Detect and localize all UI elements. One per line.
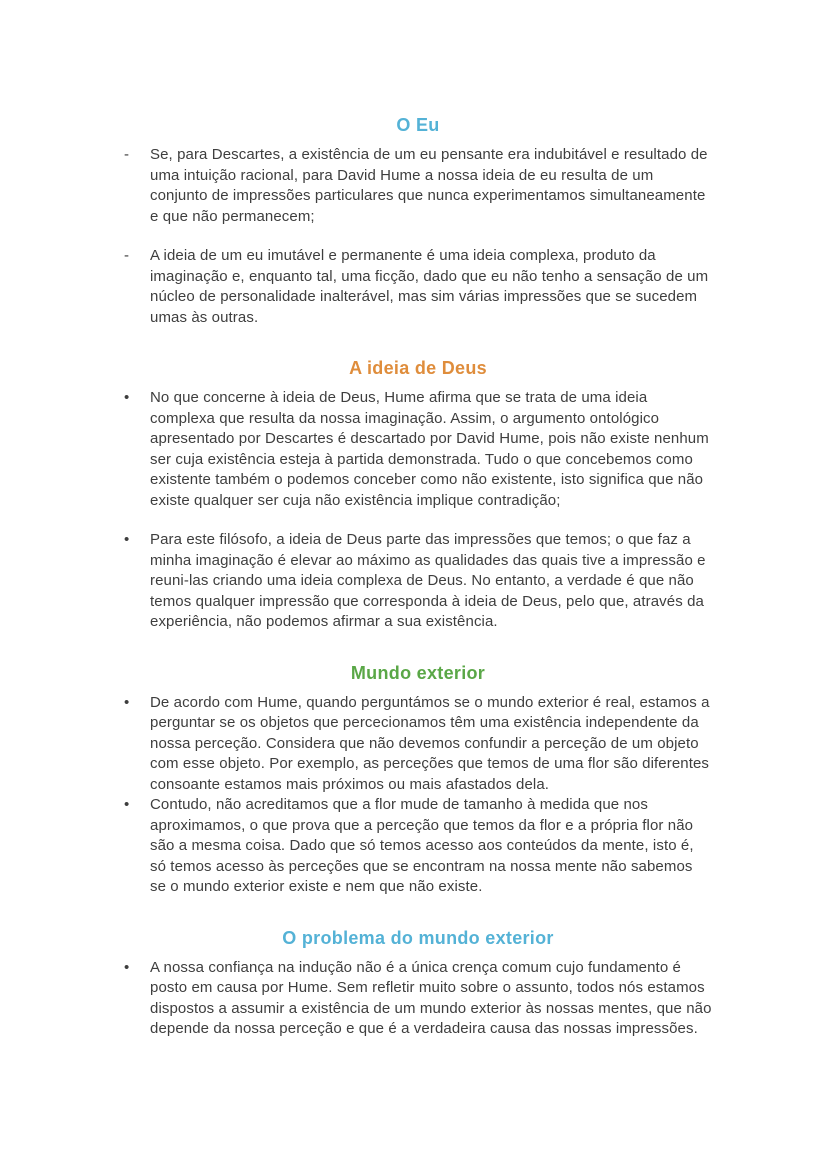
round-bullet-marker: • <box>124 958 130 976</box>
dash-bullet-marker: - <box>124 146 130 163</box>
paragraph-text: No que concerne à ideia de Deus, Hume afirma que se trata de uma ideia complexa que resulta da nossa imaginação. Assim, o argumento ontológico apresentado por Descartes é descartado por David Hume, pois não existe nenhum ser cuja existência esteja à partida demonstrada. Tudo o que concebemos como existente também o podemos conceber como não existente, isto significa que não existe qualquer ser cuja não existência implique contradição; <box>150 389 709 509</box>
round-bullet-marker: • <box>124 796 130 813</box>
list-item <box>124 388 712 511</box>
list-item <box>124 530 712 633</box>
paragraph-text: Se, para Descartes, a existência de um eu pensante era indubitável e resultado de uma intuição racional, para David Hume a nossa ideia de eu resulta de um conjunto de impressões particulares que nunca experimentamos simultaneamente e que não permanecem; <box>150 146 708 225</box>
bullet-list <box>124 958 712 1040</box>
round-bullet-marker: • <box>124 693 130 711</box>
bullet-list <box>124 693 712 898</box>
bullet-list <box>124 145 712 328</box>
paragraph-text: Contudo, não acreditamos que a flor mude de tamanho à medida que nos aproximamos, o que prova que a perceção que temos da flor e a própria flor não são a mesma coisa. Dado que só temos acesso aos conteúdos da mente, isto é, só temos acesso às perceções que se encontram na nossa mente não sabemos se o mundo exterior existe e nem que não existe. <box>150 796 694 895</box>
dash-bullet-marker: - <box>124 247 130 264</box>
bullet-list <box>124 388 712 633</box>
list-item <box>124 246 712 328</box>
section-a-ideia-de-deus <box>124 358 712 633</box>
paragraph-text: De acordo com Hume, quando perguntámos se o mundo exterior é real, estamos a perguntar se os objetos que percecionamos têm uma existência independente da nossa perceção. Considera que não devemos confundir a perceção de um objeto com esse objeto. Por exemplo, as perceções que temos de uma flor são diferentes consoante estamos mais próximos ou mais afastados dela. <box>150 693 710 793</box>
paragraph-text: A ideia de um eu imutável e permanente é uma ideia complexa, produto da imaginação e, enquanto tal, uma ficção, dado que eu não tenho a sensação de um núcleo de personalidade inalterável, mas sim várias impressões que se sucedem umas às outras. <box>150 247 709 326</box>
section-title: Mundo exterior <box>350 662 486 683</box>
list-item <box>124 958 712 1040</box>
list-item <box>124 693 712 796</box>
section-title: O Eu <box>396 115 440 135</box>
list-item <box>124 795 712 898</box>
section-mundo-exterior <box>124 663 712 898</box>
section-title: O problema do mundo exterior <box>282 927 554 948</box>
paragraph-text: A nossa confiança na indução não é a única crença comum cujo fundamento é posto em causa por Hume. Sem refletir muito sobre o assunto, todos nós estamos dispostos a assumir a existência de um mundo exterior às nossas mentes, que não depende da nossa perceção e que é a verdadeira causa das nossas impressões. <box>150 958 712 1037</box>
list-item <box>124 145 712 227</box>
section-title: A ideia de Deus <box>349 358 487 378</box>
round-bullet-marker: • <box>124 531 130 548</box>
paragraph-text: Para este filósofo, a ideia de Deus parte das impressões que temos; o que faz a minha imaginação é elevar ao máximo as qualidades das quais tive a impressão e reuni-las criando uma ideia complexa de Deus. No entanto, a verdade é que não temos qualquer impressão que corresponda à ideia de Deus, pelo que, através da experiência, não podemos afirmar a sua existência. <box>150 531 706 630</box>
section-o-problema-do-mundo-exterior <box>124 928 712 1040</box>
round-bullet-marker: • <box>124 389 130 406</box>
section-o-eu <box>124 115 712 328</box>
